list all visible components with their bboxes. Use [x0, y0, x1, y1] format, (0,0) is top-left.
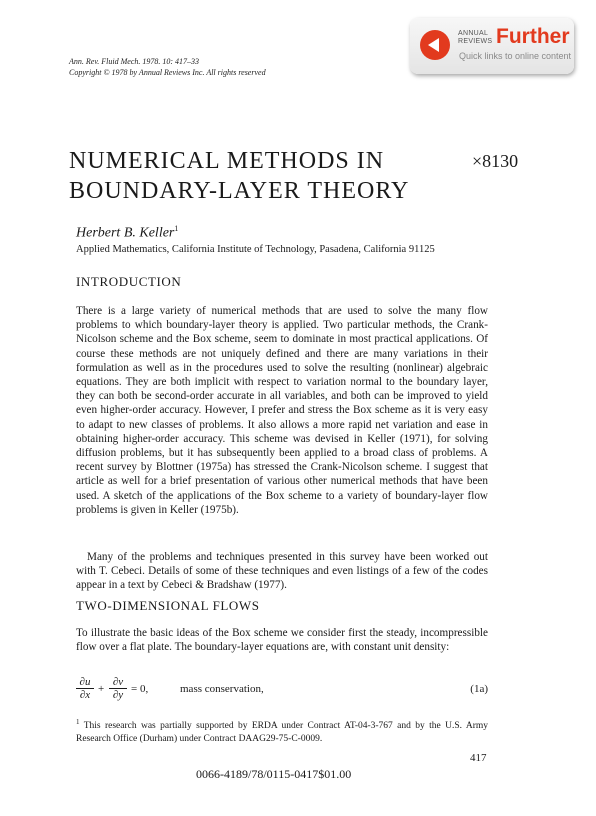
author-name-text: Herbert B. Keller	[76, 225, 175, 241]
fraction-du-dx	[76, 676, 94, 701]
annual-reviews-logo	[458, 30, 492, 46]
journal-citation	[69, 56, 266, 78]
footnote-mark: 1	[76, 718, 80, 726]
footnote-1	[76, 716, 488, 746]
title-line-2: BOUNDARY-LAYER THEORY	[69, 178, 410, 204]
footnote-text: This research was partially supported by ERDA under Contract AT-04-3-767 and by the U.S. Army Research Office (Durham) under Contract DAAG29-75-C-0009.	[76, 721, 488, 745]
equation-number: (1a)	[470, 683, 488, 695]
author-name	[76, 224, 178, 242]
title-line-1: NUMERICAL METHODS IN	[69, 148, 385, 174]
equals-zero: = 0,	[131, 683, 149, 695]
further-label: Further	[496, 25, 570, 48]
section-heading-introduction: INTRODUCTION	[76, 274, 182, 289]
twod-paragraph-1: To illustrate the basic ideas of the Box scheme we consider first the steady, incompressible flow over a flat plate. The boundary-layer equations are, with constant unit density:	[76, 627, 488, 654]
article-title	[69, 146, 409, 206]
equation-label: mass conservation,	[180, 683, 264, 695]
further-badge[interactable]	[410, 18, 574, 74]
plus-sign: +	[98, 683, 105, 695]
journal-line: Ann. Rev. Fluid Mech. 1978. 10: 417–33	[69, 57, 200, 66]
equation-1a	[76, 676, 488, 710]
page-number: 417	[470, 752, 487, 764]
play-arrow-icon	[420, 30, 450, 60]
author-affiliation: Applied Mathematics, California Institute of Technology, Pasadena, California 91125	[76, 244, 435, 255]
numerator-dv: ∂v	[109, 676, 127, 689]
intro-paragraph-2: Many of the problems and techniques presented in this survey have been worked out with T. Cebeci. Details of some of these techniques and even listings of a few of the codes appear in a text by Cebeci & Bradshaw (1977).	[76, 551, 488, 592]
denominator-dy: ∂y	[112, 689, 124, 701]
issn-line: 0066-4189/78/0115-0417$01.00	[196, 767, 352, 781]
denominator-dx: ∂x	[79, 689, 91, 701]
intro-paragraph-1: There is a large variety of numerical methods that are used to solve the many flow problems to which boundary-layer theory is applied. Two particular methods, the Crank-Nicolson scheme and the Box scheme, seem to dominate in most practical applications. Of course these methods are not uniquely defined and there are many variations in their formulation as well as in the procedures used to solve the resulting (nonlinear) algebraic equations. They are both implicit with respect to variation normal to the boundary layer, they can both be second-order accurate in all variables, and both can be improved to yield even higher-order accuracy. However, I prefer and stress the Box scheme as it is very easy to adapt to new classes of problems. It also allows a more rapid net variation and ease in obtaining higher-order accuracy. This scheme was devised in Keller (1971), for solving diffusion problems, but it has subsequently been applied to a broad class of problems. A recent survey by Blottner (1975a) has stressed the Crank-Nicolson scheme. I suggest that article as well for a brief presentation of various other numerical methods that have been used. A sketch of the applications of the Box scheme to a variety of boundary-layer flow problems is given in Keller (1975b).	[76, 305, 488, 516]
reviews-label: REVIEWS	[458, 38, 493, 45]
fraction-dv-dy	[109, 676, 127, 701]
further-subtitle: Quick links to online content	[459, 51, 572, 61]
reference-code: ×8130	[472, 151, 519, 171]
copyright-line: Copyright © 1978 by Annual Reviews Inc. All rights reserved	[69, 68, 266, 77]
author-footnote-mark[interactable]: 1	[174, 224, 179, 233]
section-heading-two-dimensional-flows: TWO-DIMENSIONAL FLOWS	[76, 598, 260, 613]
numerator-du: ∂u	[76, 676, 94, 689]
annual-label: ANNUAL	[458, 30, 489, 37]
